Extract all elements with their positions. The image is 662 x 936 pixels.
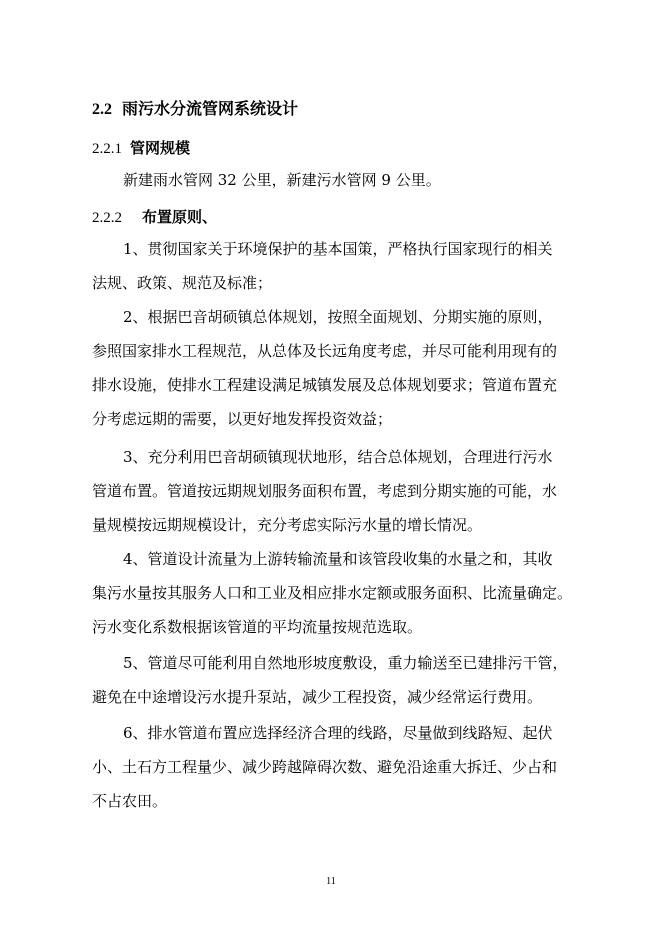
principle-1-line-2: 法规、政策、规范及标准；	[92, 274, 273, 292]
principle-4-line-2: 集污水量按其服务人口和工业及相应排水定额或服务面积、比流量确定。	[92, 584, 573, 602]
principle-2-line-3: 排水设施，使排水工程建设满足城镇发展及总体规划要求；管道布置充	[92, 376, 558, 394]
section-title: 雨污水分流管网系统设计	[122, 99, 299, 118]
principle-2-line-2: 参照国家排水工程规范，从总体及长远角度考虑，并尽可能利用现有的	[92, 342, 558, 360]
section-number: 2.2	[92, 101, 112, 118]
principle-3-line-1: 3、充分利用巴音胡硕镇现状地形，结合总体规划，合理进行污水	[123, 448, 553, 466]
principle-4-line-3: 污水变化系数根据该管道的平均流量按规范选取。	[92, 618, 423, 636]
principle-4-line-1: 4、管道设计流量为上游转输流量和该管段收集的水量之和，其收	[123, 550, 553, 568]
principle-1-line-1: 1、贯彻国家关于环境保护的基本国策，严格执行国家现行的相关	[123, 240, 553, 258]
principle-5-line-1: 5、管道尽可能利用自然地形坡度敷设，重力输送至已建排污干管，	[123, 654, 568, 672]
subsection-heading-layout-principles	[92, 206, 217, 227]
principle-6-line-2: 小、土石方工程量少、减少跨越障碍次数、避免沿途重大拆迁、少占和	[92, 758, 558, 776]
principle-2-line-1: 2、根据巴音胡硕镇总体规划，按照全面规划、分期实施的原则，	[123, 308, 553, 326]
subsection-heading-pipe-scale	[92, 137, 190, 158]
subsection-title: 布置原则、	[142, 208, 218, 226]
subsection-title: 管网规模	[130, 139, 191, 157]
section-heading	[92, 96, 298, 119]
principle-2-line-4: 分考虑远期的需要，以更好地发挥投资效益；	[92, 410, 393, 428]
principle-6-line-3: 不占农田。	[92, 792, 168, 810]
principle-5-line-2: 避免在中途增设污水提升泵站，减少工程投资，减少经常运行费用。	[92, 688, 543, 706]
principle-3-line-3: 量规模按远期规模设计，充分考虑实际污水量的增长情况。	[92, 516, 483, 534]
paragraph-line: 新建雨水管网 32 公里，新建污水管网 9 公里。	[123, 171, 441, 189]
subsection-number: 2.2.2	[92, 210, 122, 226]
page-number: 11	[326, 876, 336, 887]
subsection-number: 2.2.1	[92, 141, 122, 157]
principle-3-line-2: 管道布置。管道按远期规划服务面积布置，考虑到分期实施的可能，水	[92, 482, 558, 500]
principle-6-line-1: 6、排水管道布置应选择经济合理的线路，尽量做到线路短、起伏	[123, 724, 553, 742]
